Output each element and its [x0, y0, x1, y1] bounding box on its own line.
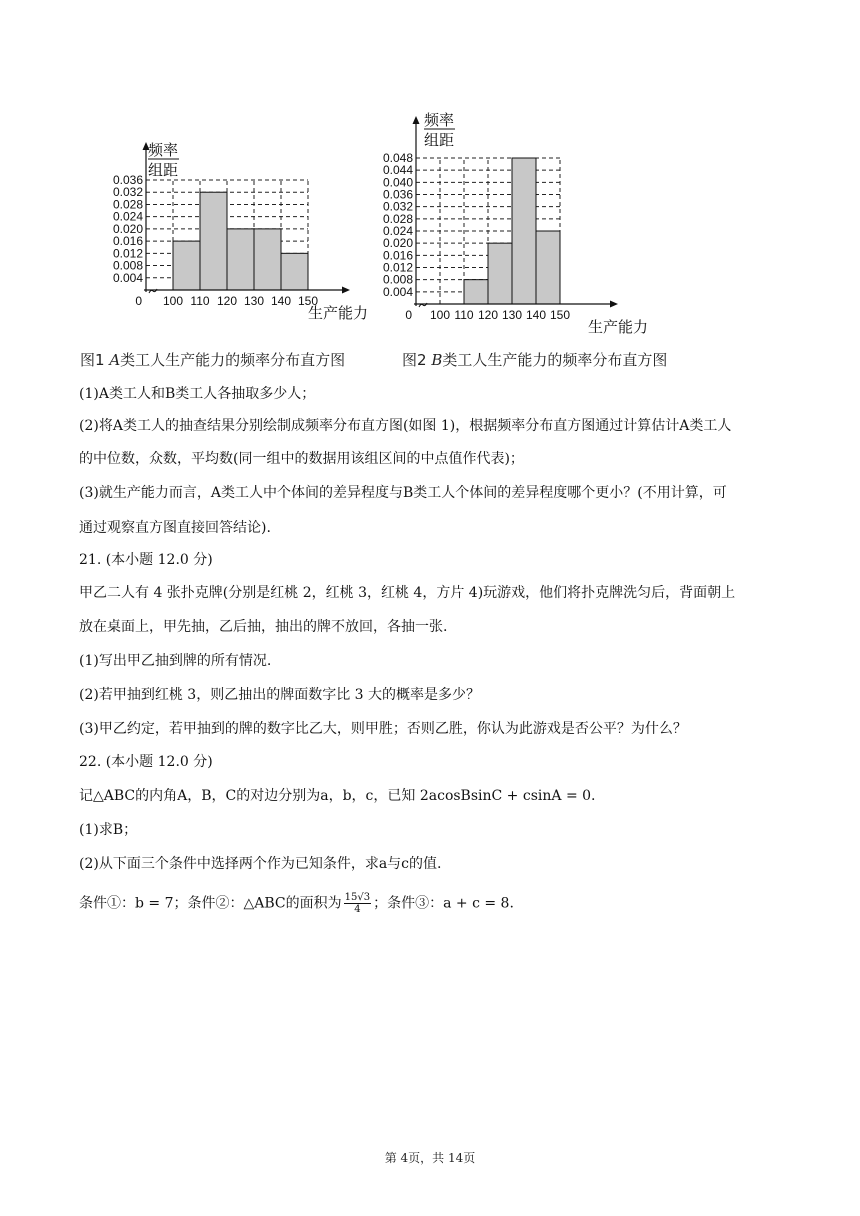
histogram-a — [100, 138, 390, 328]
y-tick-label: 0.004 — [112, 270, 143, 285]
x-axis-label: 生产能力 — [308, 305, 369, 322]
y-tick-label: 0.028 — [382, 211, 413, 226]
page-footer: 第 4页，共 14页 — [384, 1151, 476, 1165]
q22-stem: 记△ABC的内角A，B，C的对边分别为a，b，c，已知 2acosBsinC + csinA = 0. — [79, 788, 596, 804]
x-tick-label: 110 — [190, 294, 210, 308]
x-axis-label: 生产能力 — [588, 319, 649, 336]
y-tick-label: 0.036 — [382, 187, 413, 202]
origin-label: 0 — [405, 308, 412, 322]
q22-part1: (1)求B； — [79, 822, 138, 838]
q20-part1: (1)A类工人和B类工人各抽取多少人； — [79, 386, 316, 402]
histogram-bar — [488, 243, 512, 304]
x-tick-label: 120 — [216, 294, 238, 308]
x-tick-label: 150 — [549, 308, 571, 322]
q22-conditions: 条件①：b = 7；条件②：△ABC的面积为 $\frac{15√3}{4}$ ；条件③：a + c = 8. — [79, 892, 514, 915]
q21-part3: (3)甲乙约定，若甲抽到的牌的数字比乙大，则甲胜；否则乙胜，你认为此游戏是否公平？为什么？ — [79, 721, 687, 737]
y-axis-label-bottom: 组距 — [148, 162, 179, 179]
y-tick-label: 0.004 — [382, 284, 413, 299]
histogram-bar — [173, 241, 200, 290]
y-tick-label: 0.008 — [382, 272, 413, 287]
q22-part2: (2)从下面三个条件中选择两个作为已知条件，求a与c的值. — [79, 856, 442, 872]
y-tick-label: 0.008 — [112, 258, 143, 273]
figure2-caption: 图2 B类工人生产能力的频率分布直方图 — [402, 351, 668, 369]
q20-part2-line2: 的中位数，众数，平均数(同一组中的数据用该组区间的中点值作代表)； — [79, 451, 524, 467]
q20-part3-line1: (3)就生产能力而言，A类工人中个体间的差异程度与B类工人个体间的差异程度哪个更小？(不用计算，可 — [79, 485, 727, 501]
y-tick-label: 0.012 — [112, 246, 143, 261]
histogram-bar — [536, 231, 560, 304]
q21-stem-line2: 放在桌面上，甲先抽，乙后抽，抽出的牌不放回，各抽一张. — [79, 619, 448, 635]
y-tick-label: 0.016 — [382, 248, 413, 263]
x-tick-label: 130 — [501, 308, 523, 322]
y-axis-label-top: 频率 — [148, 142, 179, 159]
q21-part2: (2)若甲抽到红桃 3，则乙抽出的牌面数字比 3 大的概率是多少？ — [79, 687, 480, 703]
x-tick-label: 110 — [454, 308, 474, 322]
origin-label: 0 — [135, 294, 142, 308]
y-tick-label: 0.020 — [382, 236, 413, 251]
y-tick-label: 0.012 — [382, 260, 413, 275]
histogram-bar — [281, 253, 308, 290]
histogram-bar — [254, 229, 281, 290]
y-tick-label: 0.020 — [112, 221, 143, 236]
x-axis-arrow — [342, 287, 350, 294]
q21-part1: (1)写出甲乙抽到牌的所有情况. — [79, 653, 272, 669]
q21-stem-line1: 甲乙二人有 4 张扑克牌(分别是红桃 2，红桃 3，红桃 4，方片 4)玩游戏，他们将扑克牌洗匀后，背面朝上 — [79, 585, 736, 601]
q21-heading: 21. (本小题 12.0 分) — [79, 552, 213, 568]
y-tick-label: 0.028 — [112, 197, 143, 212]
histogram-bar — [200, 192, 227, 290]
x-tick-label: 150 — [297, 294, 319, 308]
histogram-bar — [512, 158, 536, 304]
x-tick-label: 140 — [270, 294, 292, 308]
y-tick-label: 0.036 — [112, 173, 143, 187]
x-axis-arrow — [610, 301, 618, 308]
histogram-b — [370, 108, 680, 340]
y-tick-label: 0.040 — [382, 175, 413, 190]
y-tick-label: 0.024 — [112, 209, 143, 224]
y-tick-label: 0.032 — [112, 185, 143, 200]
histogram-bar — [227, 229, 254, 290]
y-axis-label-bottom: 组距 — [424, 132, 455, 149]
y-tick-label: 0.044 — [382, 163, 413, 178]
x-tick-label: 130 — [243, 294, 265, 308]
y-axis-label-top: 频率 — [424, 112, 455, 129]
x-tick-label: 140 — [525, 308, 547, 322]
y-tick-label: 0.048 — [382, 151, 413, 165]
y-tick-label: 0.024 — [382, 224, 413, 238]
q22-heading: 22. (本小题 12.0 分) — [79, 754, 213, 770]
y-tick-label: 0.032 — [382, 199, 413, 214]
x-tick-label: 100 — [429, 308, 451, 322]
q20-part3-line2: 通过观察直方图直接回答结论). — [79, 520, 271, 536]
x-tick-label: 100 — [162, 294, 184, 308]
figure1-caption: 图1 A类工人生产能力的频率分布直方图 — [80, 351, 346, 369]
area-fraction: $\frac{15√3}{4}$ — [344, 892, 371, 915]
histogram-bar — [464, 280, 488, 304]
q20-part2-line1: (2)将A类工人的抽查结果分别绘制成频率分布直方图(如图 1)，根据频率分布直方图通过计算估计A类工人 — [79, 418, 732, 434]
y-axis-arrow — [413, 116, 420, 124]
y-tick-label: 0.016 — [112, 234, 143, 249]
x-tick-label: 120 — [477, 308, 499, 322]
